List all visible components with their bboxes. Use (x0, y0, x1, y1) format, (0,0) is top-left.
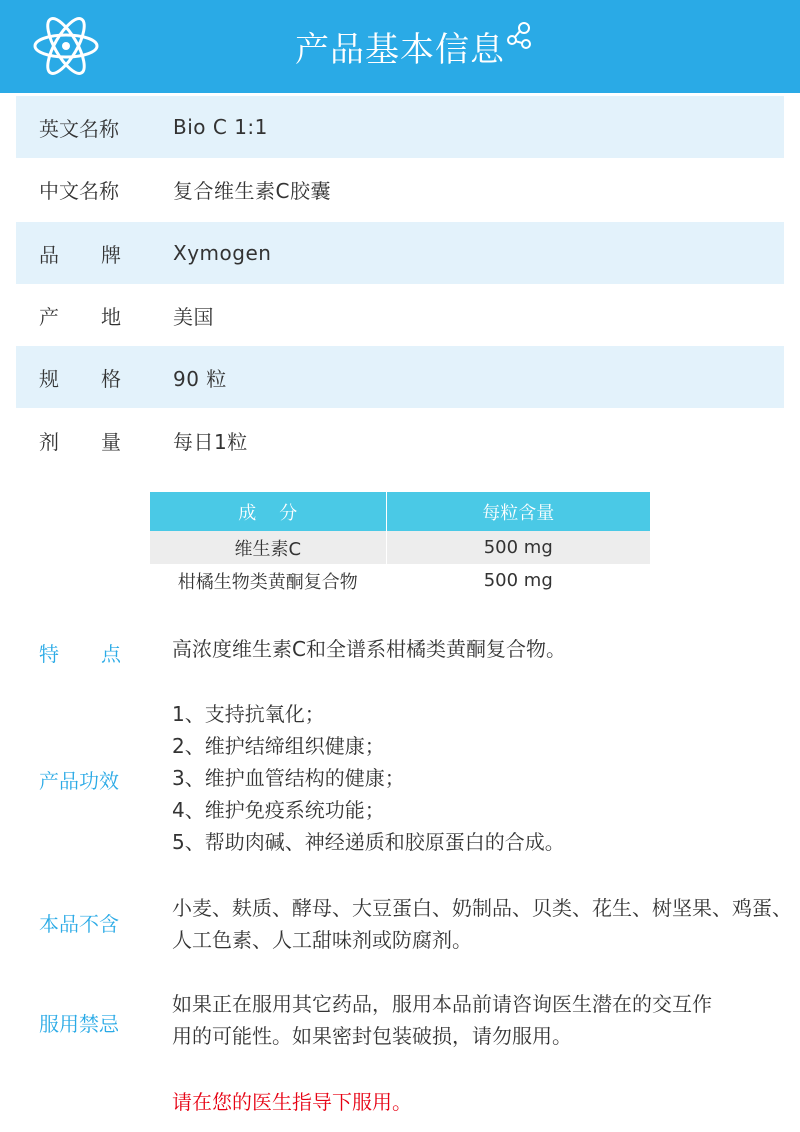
ingredient-name: 柑橘生物类黄酮复合物 (177, 571, 358, 593)
info-value: 美国 (173, 304, 214, 329)
header-bar (0, 0, 800, 93)
ingredients-header-row (150, 492, 650, 531)
features-text: 高浓度维生素C和全谱系柑橘类黄酮复合物。 (172, 637, 566, 661)
amount-column-header: 每粒含量 (386, 492, 650, 531)
page-title: 产品基本信息 (295, 30, 505, 70)
list-item: 5、帮助肉碱、神经递质和胶原蛋白的合成。 (172, 830, 565, 854)
info-value: Bio C 1:1 (173, 115, 268, 139)
table-row (150, 564, 650, 597)
info-label: 中文名称 (39, 178, 119, 203)
excludes-label: 本品不含 (39, 912, 119, 936)
info-value: 每日1粒 (173, 429, 248, 454)
info-label: 产 地 (39, 304, 121, 329)
info-value: Xymogen (173, 241, 272, 265)
table-row (150, 531, 650, 564)
ingredient-name: 维生素C (150, 531, 386, 564)
list-item: 3、维护血管结构的健康； (172, 766, 405, 790)
effects-list (172, 698, 762, 858)
info-value: 90 粒 (173, 366, 227, 391)
info-row-chinese-name (16, 158, 784, 220)
ingredient-amount: 500 mg (386, 531, 650, 564)
info-row-spec (16, 346, 784, 408)
info-label: 英文名称 (39, 116, 119, 141)
info-row-origin (16, 284, 784, 346)
ingredient-column-header: 成 分 (150, 492, 386, 531)
excludes-text: 小麦、麸质、酵母、大豆蛋白、奶制品、贝类、花生、树坚果、鸡蛋、 人工色素、人工甜味剂或防腐剂。 (172, 896, 792, 952)
info-value: 复合维生素C胶囊 (173, 178, 331, 203)
ingredient-amount: 500 mg (386, 564, 650, 597)
effects-label: 产品功效 (39, 769, 119, 793)
info-row-english-name (16, 96, 784, 158)
features-label: 特 点 (39, 642, 121, 666)
info-label: 品 牌 (39, 242, 121, 267)
ingredients-table (150, 492, 650, 597)
info-label: 剂 量 (39, 429, 121, 454)
info-row-brand (16, 222, 784, 284)
contraindications-text: 如果正在服用其它药品，服用本品前请咨询医生潜在的交互作 用的可能性。如果密封包装破损，请勿服用。 (172, 992, 712, 1048)
doctor-guidance-warning: 请在您的医生指导下服用。 (172, 1090, 412, 1114)
bubbles-icon (504, 20, 534, 50)
info-row-dosage (16, 409, 784, 471)
info-label: 规 格 (39, 366, 121, 391)
list-item: 1、支持抗氧化； (172, 702, 325, 726)
list-item: 2、维护结缔组织健康； (172, 734, 385, 758)
list-item: 4、维护免疫系统功能； (172, 798, 385, 822)
contraindications-label: 服用禁忌 (39, 1012, 119, 1036)
